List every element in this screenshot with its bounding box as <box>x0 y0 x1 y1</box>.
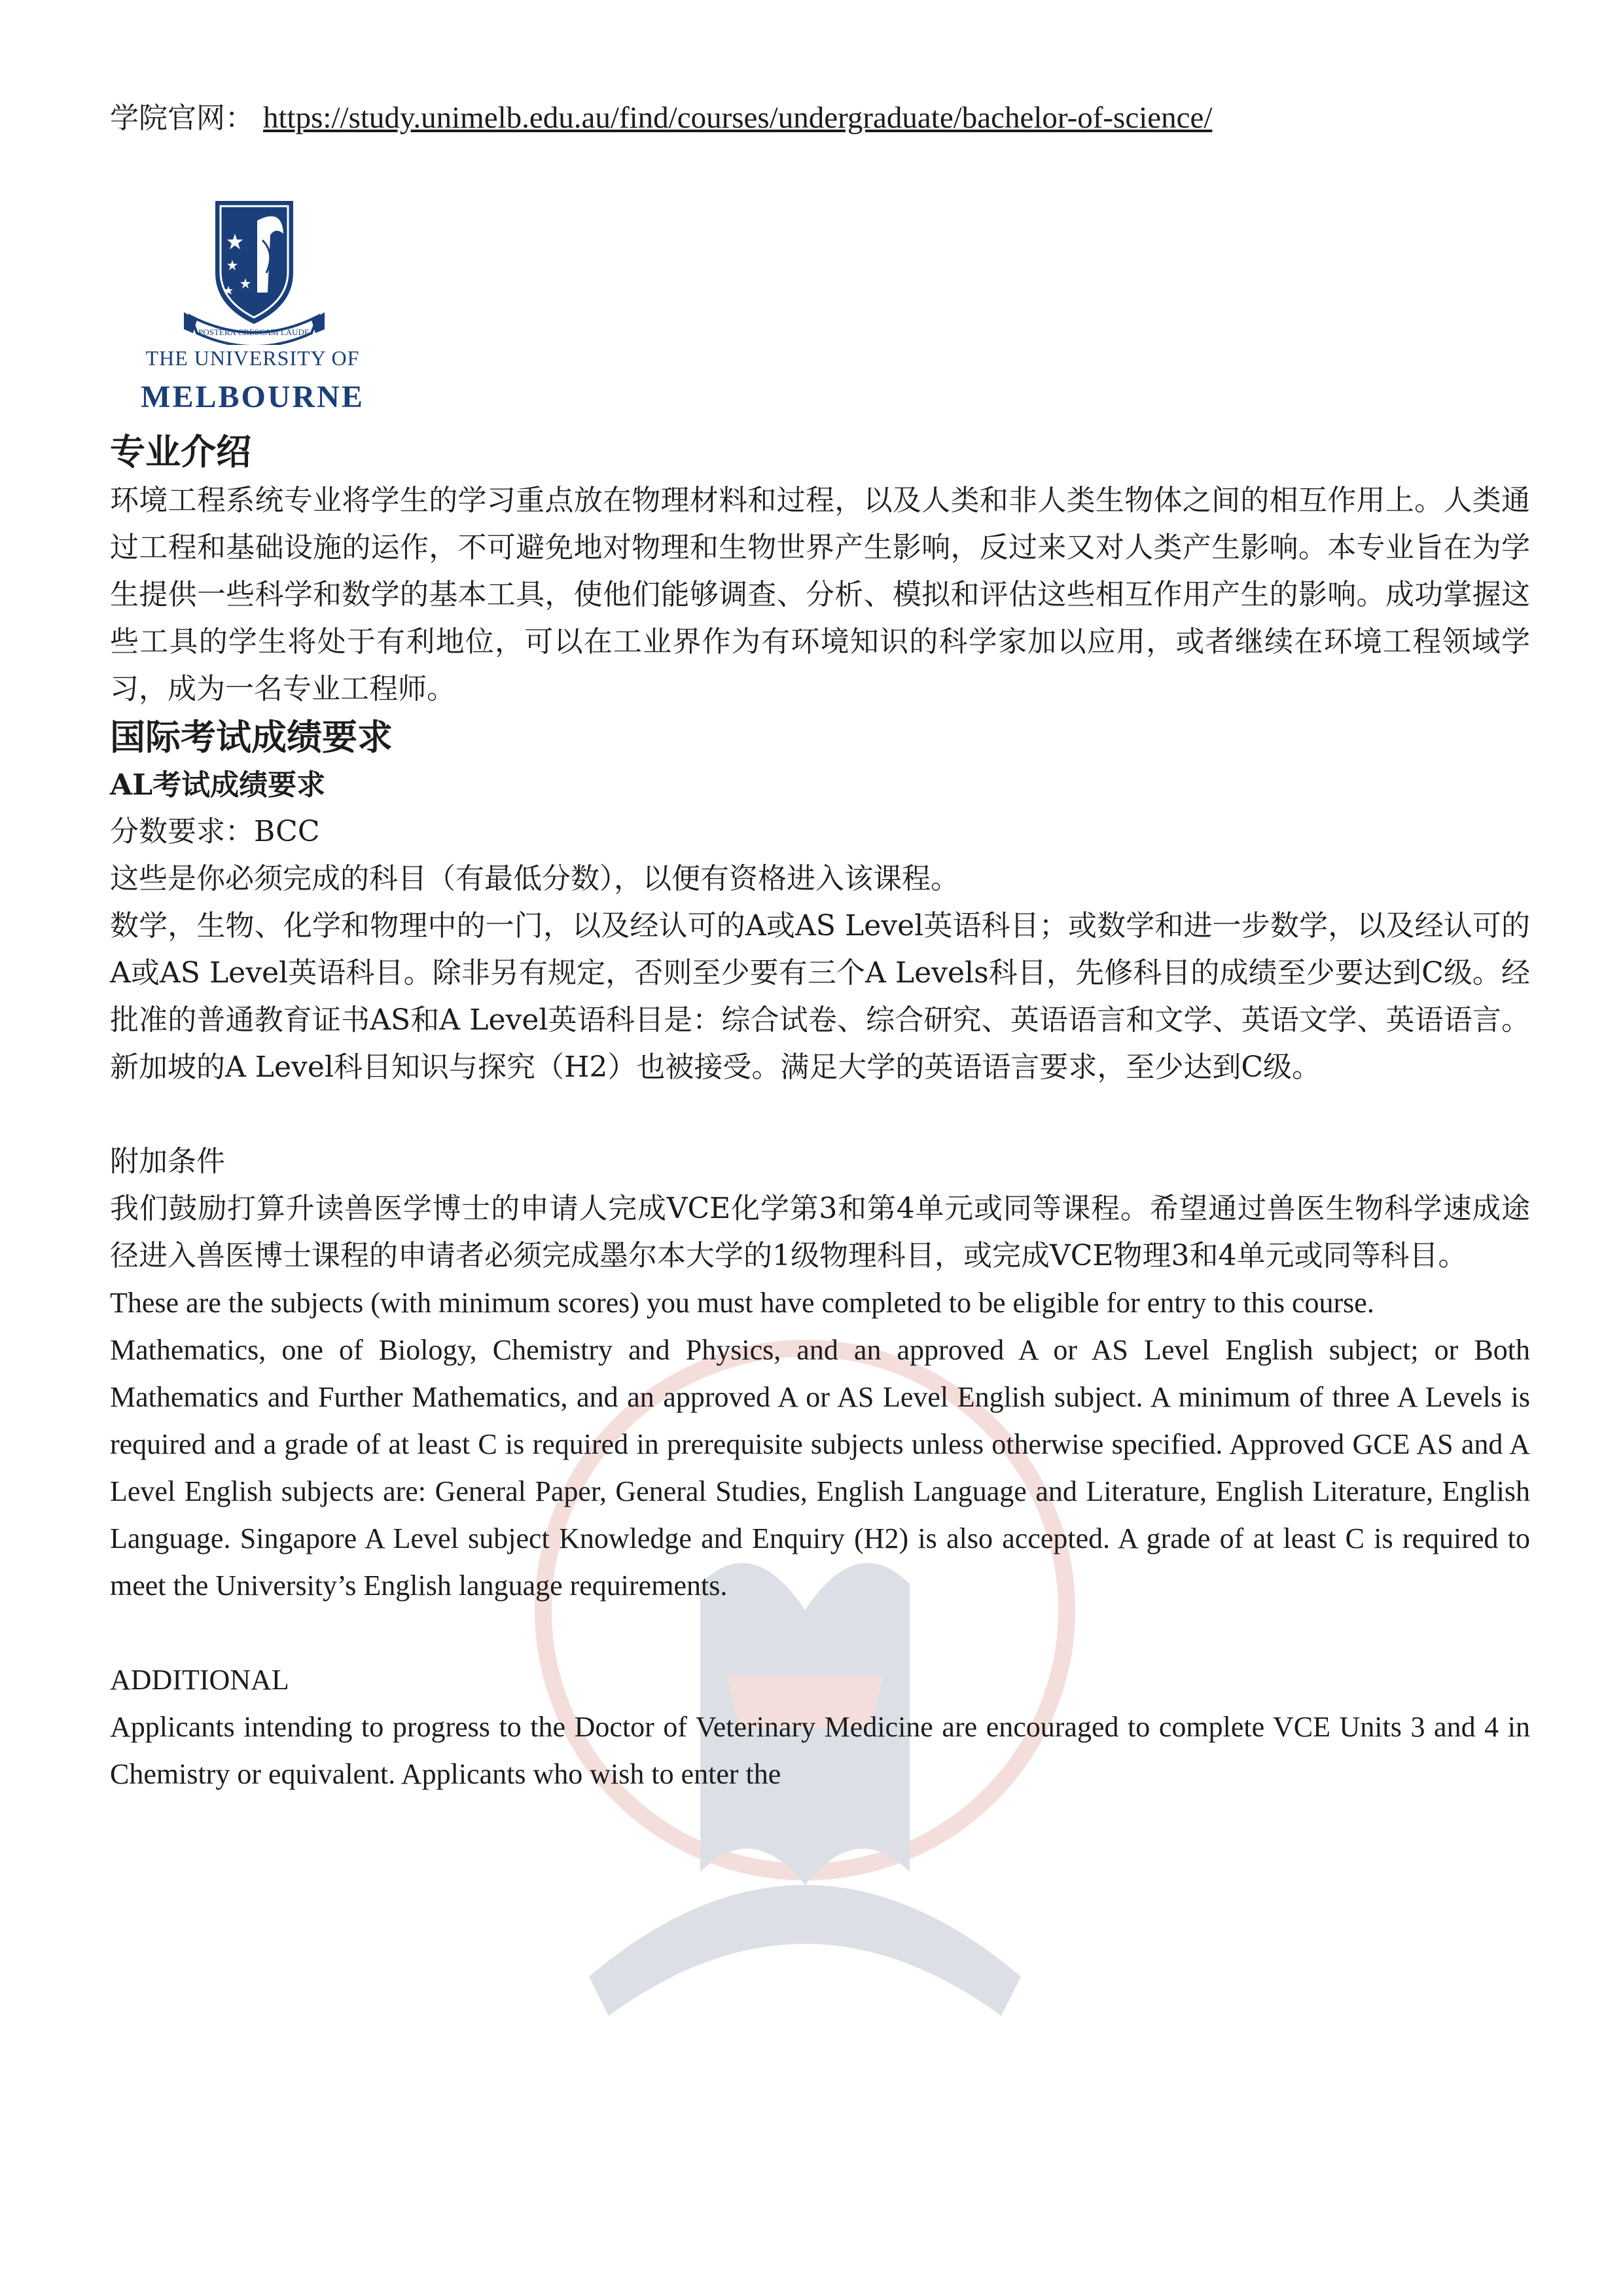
en-additional-heading: ADDITIONAL <box>110 1664 289 1696</box>
cn-additional-heading: 附加条件 <box>110 1145 225 1178</box>
intro-heading: 专业介绍 <box>110 431 251 473</box>
cn-subjects-intro: 这些是你必须完成的科目（有最低分数），以便有资格进入该课程。 <box>110 862 959 895</box>
cn-additional-paragraph: 我们鼓励打算升读兽医学博士的申请人完成VCE化学第3和第4单元或同等课程。希望通过兽医生物科学速成途径进入兽医博士课程的申请者必须完成墨尔本大学的1级物理科目，或完成VCE物理3和4单元或同等科目。 <box>110 1192 1530 1272</box>
requirements-heading: 国际考试成绩要求 <box>110 717 393 758</box>
university-logo <box>122 194 383 427</box>
website-line <box>110 98 1530 138</box>
al-requirements-heading: AL考试成绩要求 <box>110 768 326 802</box>
logo-text-line1: THE UNIVERSITY OF <box>145 346 360 370</box>
website-label: 学院官网： <box>110 101 254 135</box>
crest-motto: POSTERA CRESCAM LAUDE <box>198 327 310 337</box>
intro-paragraph: 环境工程系统专业将学生的学习重点放在物理材料和过程，以及人类和非人类生物体之间的相互作用上。人类通过工程和基础设施的运作，不可避免地对物理和生物世界产生影响，反过来又对人类产生影响。本专业旨在为学生提供一些科学和数学的基本工具，使他们能够调查、分析、模拟和评估这些相互作用产生的影响。成功掌握这些工具的学生将处于有利地位，可以在工业界作为有环境知识的科学家加以应用，或者继续在环境工程领域学习，成为一名专业工程师。 <box>110 484 1530 706</box>
cn-subjects-paragraph: 数学，生物、化学和物理中的一门，以及经认可的A或AS Level英语科目；或数学和进一步数学，以及经认可的A或AS Level英语科目。除非另有规定，否则至少要有三个A Levels科目，先修科目的成绩至少要达到C级。经批准的普通教育证书AS和A Level英语科目是：综合试卷、综合研究、英语语言和文学、英语文学、英语语言。新加坡的A Level科目知识与探究（H2）也被接受。满足大学的英语语言要求，至少达到C级。 <box>110 909 1530 1084</box>
spacer <box>110 1091 1530 1138</box>
spacer <box>110 1609 1530 1657</box>
en-subjects-intro: These are the subjects (with minimum scores) you must have completed to be eligible for entry to this course. <box>110 1287 1374 1319</box>
score-requirement: 分数要求：BCC <box>110 815 320 848</box>
page-content <box>110 98 1530 1798</box>
en-subjects-paragraph: Mathematics, one of Biology, Chemistry and Physics, and an approved A or AS Level English subject; or Both Mathematics and Further Mathematics, and an approved A or AS Level English subject. A minimum of three A Levels is required and a grade of at least C is required in prerequisite subjects unless otherwise specified. Approved GCE AS and A Level English subjects are: General Paper, General Studies, English Language and Literature, English Literature, English Language. Singapore A Level subject Knowledge and Enquiry (H2) is also accepted. A grade of at least C is required to meet the University’s English language requirements. <box>110 1334 1530 1602</box>
website-link[interactable]: https://study.unimelb.edu.au/find/courses/undergraduate/bachelor-of-science/ <box>263 101 1213 135</box>
en-additional-paragraph: Applicants intending to progress to the Doctor of Veterinary Medicine are encouraged to complete VCE Units 3 and 4 in Chemistry or equivalent. Applicants who wish to enter the <box>110 1711 1530 1790</box>
university-crest-icon <box>184 194 325 345</box>
logo-text-line2: MELBOURNE <box>141 380 365 414</box>
